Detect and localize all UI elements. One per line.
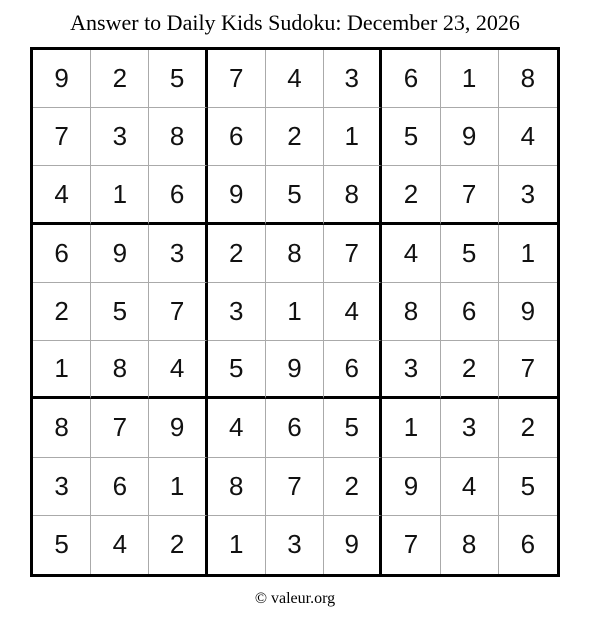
sudoku-cell: 4	[382, 225, 440, 283]
sudoku-cell: 4	[91, 516, 149, 574]
page-title: Answer to Daily Kids Sudoku: December 23, 2026	[70, 10, 520, 35]
sudoku-cell: 4	[441, 458, 499, 516]
sudoku-cell: 9	[91, 225, 149, 283]
sudoku-cell: 8	[324, 166, 382, 224]
sudoku-cell: 7	[382, 516, 440, 574]
sudoku-cell: 4	[208, 399, 266, 457]
sudoku-cell: 8	[149, 108, 207, 166]
sudoku-cell: 3	[441, 399, 499, 457]
sudoku-cell: 5	[149, 50, 207, 108]
sudoku-cell: 9	[441, 108, 499, 166]
sudoku-cell: 2	[266, 108, 324, 166]
sudoku-cell: 3	[91, 108, 149, 166]
sudoku-cell: 7	[324, 225, 382, 283]
sudoku-cell: 1	[91, 166, 149, 224]
sudoku-cell: 8	[382, 283, 440, 341]
sudoku-cell: 8	[441, 516, 499, 574]
sudoku-cell: 5	[266, 166, 324, 224]
sudoku-board	[30, 47, 560, 577]
sudoku-cell: 1	[382, 399, 440, 457]
sudoku-cell: 8	[208, 458, 266, 516]
sudoku-cell: 3	[266, 516, 324, 574]
sudoku-cell: 6	[382, 50, 440, 108]
sudoku-cell: 2	[382, 166, 440, 224]
sudoku-cell: 4	[149, 341, 207, 399]
sudoku-cell: 3	[324, 50, 382, 108]
sudoku-cell: 4	[33, 166, 91, 224]
sudoku-cell: 7	[149, 283, 207, 341]
sudoku-cell: 3	[149, 225, 207, 283]
sudoku-cell: 7	[266, 458, 324, 516]
sudoku-cell: 8	[499, 50, 557, 108]
sudoku-cell: 5	[382, 108, 440, 166]
sudoku-cell: 2	[499, 399, 557, 457]
sudoku-cell: 7	[208, 50, 266, 108]
sudoku-cell: 2	[33, 283, 91, 341]
sudoku-cell: 1	[33, 341, 91, 399]
sudoku-cell: 6	[208, 108, 266, 166]
sudoku-cell: 6	[33, 225, 91, 283]
sudoku-cell: 1	[266, 283, 324, 341]
sudoku-cell: 5	[324, 399, 382, 457]
sudoku-cell: 3	[33, 458, 91, 516]
sudoku-cell: 2	[441, 341, 499, 399]
sudoku-cell: 1	[499, 225, 557, 283]
sudoku-cell: 7	[499, 341, 557, 399]
sudoku-cell: 6	[91, 458, 149, 516]
sudoku-cell: 9	[324, 516, 382, 574]
sudoku-cell: 2	[208, 225, 266, 283]
sudoku-cell: 1	[149, 458, 207, 516]
sudoku-cell: 3	[499, 166, 557, 224]
sudoku-cell: 9	[266, 341, 324, 399]
sudoku-cell: 3	[208, 283, 266, 341]
sudoku-cell: 8	[266, 225, 324, 283]
sudoku-cell: 4	[266, 50, 324, 108]
sudoku-cell: 5	[208, 341, 266, 399]
copyright-footer: © valeur.org	[254, 590, 336, 607]
sudoku-cell: 6	[520, 529, 536, 560]
sudoku-cell: 7	[33, 108, 91, 166]
sudoku-cell: 3	[382, 341, 440, 399]
sudoku-cell: 7	[441, 166, 499, 224]
sudoku-cell: 9	[33, 50, 91, 108]
sudoku-cell: 1	[208, 516, 266, 574]
sudoku-cell: 9	[499, 283, 557, 341]
sudoku-cell: 1	[324, 108, 382, 166]
sudoku-cell: 9	[382, 458, 440, 516]
sudoku-cell: 7	[91, 399, 149, 457]
sudoku-cell: 5	[91, 283, 149, 341]
sudoku-cell: 9	[149, 399, 207, 457]
sudoku-cell: 9	[208, 166, 266, 224]
sudoku-cell: 6	[441, 283, 499, 341]
sudoku-cell: 6	[149, 166, 207, 224]
sudoku-cell: 5	[33, 516, 91, 574]
sudoku-cell: 2	[149, 516, 207, 574]
sudoku-cell: 8	[33, 399, 91, 457]
sudoku-cell: 1	[441, 50, 499, 108]
sudoku-cell: 4	[499, 108, 557, 166]
sudoku-cell: 5	[499, 458, 557, 516]
sudoku-cell: 2	[91, 50, 149, 108]
sudoku-cell: 5	[441, 225, 499, 283]
sudoku-cell: 4	[324, 283, 382, 341]
sudoku-cell: 6	[324, 341, 382, 399]
sudoku-cell: 8	[91, 341, 149, 399]
sudoku-cell: 2	[324, 458, 382, 516]
sudoku-cell: 6	[266, 399, 324, 457]
